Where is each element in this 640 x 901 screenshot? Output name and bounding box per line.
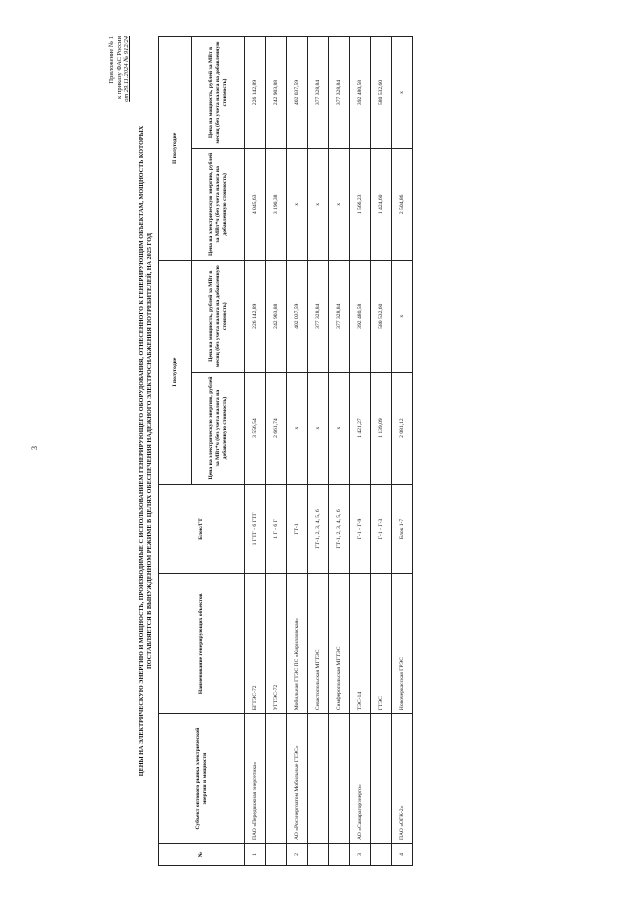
cell-capacity-2: 392 480,58 <box>350 37 371 149</box>
appendix-line-3: от 29.11.2024 № 912/24 <box>123 36 130 102</box>
cell-capacity-1: 242 903,88 <box>266 260 287 372</box>
cell-object: БГТЭС-72 <box>245 574 266 714</box>
cell-num <box>266 844 287 866</box>
table-row <box>371 37 392 866</box>
cell-energy-1: 1 421,27 <box>350 372 371 484</box>
cell-num: 2 <box>287 844 308 866</box>
cell-object: ТЭС-14 <box>350 574 371 714</box>
cell-subject <box>266 714 287 844</box>
table-row <box>329 37 350 866</box>
cell-capacity-2: 226 142,89 <box>245 37 266 149</box>
cell-num <box>329 844 350 866</box>
table-row <box>392 37 413 866</box>
cell-energy-2: x <box>329 148 350 260</box>
cell-block: Блок 1-7 <box>392 484 413 574</box>
table-row <box>266 37 287 866</box>
table-row <box>287 37 308 866</box>
header-energy-price-2: Цена на электрическую энергию, рублей за МВт*ч (без учета налога на добавленную стоимость) <box>192 148 245 260</box>
cell-block: Г-1 - Г-9 <box>350 484 371 574</box>
cell-energy-1: x <box>329 372 350 484</box>
cell-object: Севастопольская МГТЭС <box>308 574 329 714</box>
cell-capacity-1: 226 142,89 <box>245 260 266 372</box>
cell-num <box>371 844 392 866</box>
cell-object: УГТЭС-72 <box>266 574 287 714</box>
cell-energy-1: 3 556,54 <box>245 372 266 484</box>
cell-block: 1 Г - 6 Г <box>266 484 287 574</box>
cell-subject: АО «Росэнергоатом Мобильные ГТЭС» <box>287 714 308 844</box>
cell-subject <box>329 714 350 844</box>
cell-energy-2: 3 190,38 <box>266 148 287 260</box>
cell-capacity-1: 377 328,84 <box>329 260 350 372</box>
cell-energy-2: 4 045,63 <box>245 148 266 260</box>
cell-energy-1: x <box>287 372 308 484</box>
cell-block: 1 ГТГ - 6 ГТГ <box>245 484 266 574</box>
cell-object: Мобильная ГТЭС ПС «Кирилловская» <box>287 574 308 714</box>
cell-energy-2: 1 424,60 <box>371 148 392 260</box>
cell-capacity-2: 402 037,59 <box>287 37 308 149</box>
cell-num: 1 <box>245 844 266 866</box>
cell-capacity-1: 377 328,84 <box>308 260 329 372</box>
cell-energy-1: 2 081,12 <box>392 372 413 484</box>
cell-capacity-2: 580 532,60 <box>371 37 392 149</box>
cell-num <box>308 844 329 866</box>
header-energy-price-1: Цена на электрическую энергию, рублей за МВт*ч (без учета налога на добавленную стоимость) <box>192 372 245 484</box>
cell-block: ГТ-1, 2, 3, 4, 5, 6 <box>329 484 350 574</box>
table-row <box>308 37 329 866</box>
header-subject: Субъект оптового рынка электрической энергии и мощности <box>159 714 245 844</box>
cell-subject <box>308 714 329 844</box>
cell-energy-1: x <box>308 372 329 484</box>
cell-capacity-2: 242 903,88 <box>266 37 287 149</box>
document-title <box>138 36 154 866</box>
cell-energy-2: x <box>287 148 308 260</box>
cell-capacity-1: 580 532,60 <box>371 260 392 372</box>
cell-num: 4 <box>392 844 413 866</box>
cell-subject: ПАО «Передвижная энергетика» <box>245 714 266 844</box>
table-row <box>350 37 371 866</box>
appendix-line-1: Приложение № 1 <box>108 36 115 84</box>
header-capacity-price-1: Цена на мощность, рублей за МВт в месяц (без учета налога на добавленную стоимость) <box>192 260 245 372</box>
cell-capacity-1: x <box>392 260 413 372</box>
header-half-1: I полугодие <box>159 260 192 484</box>
appendix-line-2: к приказу ФАС России <box>115 36 123 99</box>
cell-block: ГТ-1 <box>287 484 308 574</box>
cell-energy-1: 2 661,74 <box>266 372 287 484</box>
cell-capacity-1: 402 037,59 <box>287 260 308 372</box>
price-table <box>158 36 413 866</box>
cell-subject: ПАО «ОГК-2» <box>392 714 413 844</box>
cell-subject: АО «Самарагорэнерго» <box>350 714 371 844</box>
cell-capacity-2: 377 328,84 <box>329 37 350 149</box>
cell-object: ГТЭС <box>371 574 392 714</box>
header-half-2: II полугодие <box>159 37 192 261</box>
cell-energy-1: 1 139,09 <box>371 372 392 484</box>
title-line-2: ПОСТАВЛЯЕТСЯ В ВЫНУЖДЕННОМ РЕЖИМЕ В ЦЕЛЯХ ОБЕСПЕЧЕНИЯ НАДЕЖНОГО ЭЛЕКТРОСНАБЖЕНИЯ ПОТРЕБИТЕЛЕЙ, НА 2025 ГОД <box>146 232 153 670</box>
cell-block: ГТ-1, 2, 3, 4, 5, 6 <box>308 484 329 574</box>
header-block: Блок/ГТ <box>159 484 245 574</box>
title-line-1: ЦЕНЫ НА ЭЛЕКТРИЧЕСКУЮ ЭНЕРГИЮ И МОЩНОСТЬ, ПРОИЗВОДИМЫЕ С ИСПОЛЬЗОВАНИЕМ ГЕНЕРИРУЮЩЕГО ОБОРУДОВАНИЯ, ОТНЕСЕННОГО К ГЕНЕРИРУЮЩИМ ОБЪЕКТАМ, МОЩНОСТЬ КОТОРЫХ <box>138 125 145 777</box>
cell-object: Новочеркасская ГРЭС <box>392 574 413 714</box>
cell-block: Г-1 - Г-3 <box>371 484 392 574</box>
rotated-document <box>108 36 608 866</box>
cell-num: 3 <box>350 844 371 866</box>
header-object: Наименование генерирующих объектов <box>159 574 245 714</box>
cell-energy-2: x <box>308 148 329 260</box>
cell-energy-2: 2 504,86 <box>392 148 413 260</box>
cell-capacity-2: 377 328,84 <box>308 37 329 149</box>
table-row <box>245 37 266 866</box>
header-num: № <box>159 844 245 866</box>
header-capacity-price-2: Цена на мощность, рублей за МВт в месяц (без учета налога на добавленную стоимость) <box>192 37 245 149</box>
cell-subject <box>371 714 392 844</box>
page-number: 3 <box>30 446 39 450</box>
cell-object: Симферопольская МГТЭС <box>329 574 350 714</box>
cell-capacity-1: 392 480,58 <box>350 260 371 372</box>
appendix-stamp <box>108 36 131 102</box>
cell-capacity-2: x <box>392 37 413 149</box>
cell-energy-2: 1 566,23 <box>350 148 371 260</box>
